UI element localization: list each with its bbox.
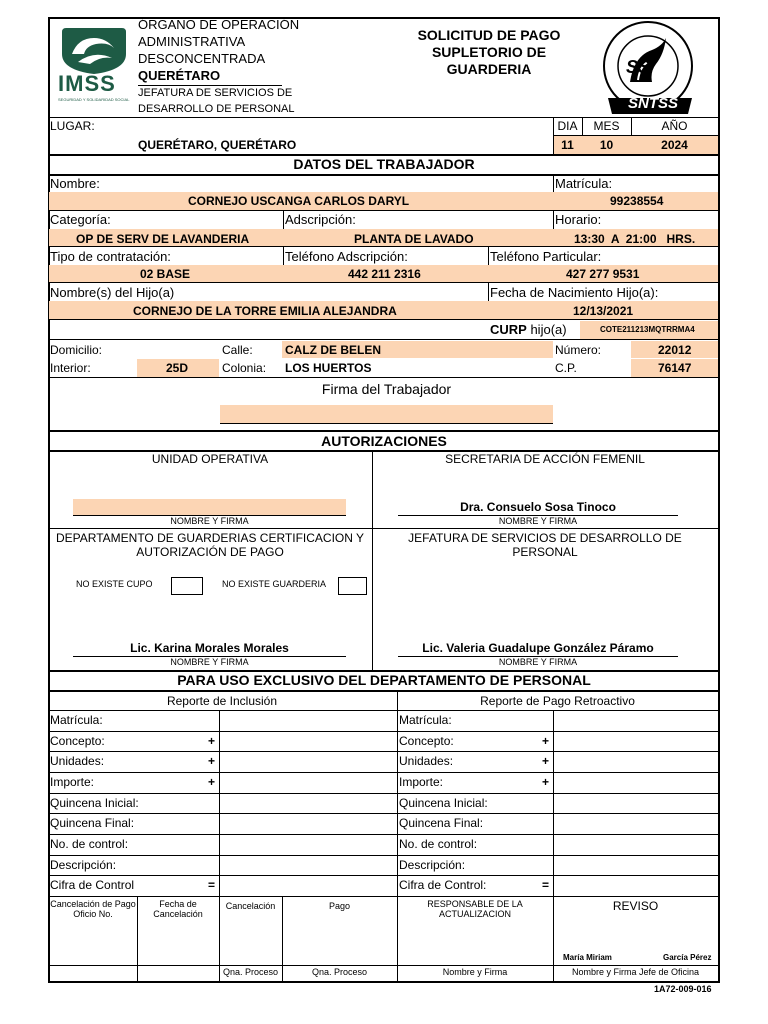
no-existe-guarderia-label: NO EXISTE GUARDERIA	[222, 579, 327, 589]
imss-logo-subtext: SEGURIDAD Y SOLIDARIDAD SOCIAL	[58, 97, 130, 102]
unidad-operativa-firma-field[interactable]	[73, 499, 346, 515]
inclusion-row-label: Importe:	[50, 775, 95, 789]
sntss-seal-text: SNTSS	[628, 95, 679, 112]
inclusion-row-value[interactable]	[220, 711, 396, 731]
qna-proceso-pago: Qna. Proceso	[311, 967, 368, 977]
cp-value[interactable]: 76147	[658, 361, 692, 375]
nombre-value[interactable]: CORNEJO USCANGA CARLOS DARYL	[188, 194, 410, 208]
unidad-operativa-label: UNIDAD OPERATIVA	[151, 452, 269, 466]
inclusion-row-value[interactable]	[220, 752, 396, 772]
org-line-3: DESCONCENTRADA	[138, 51, 266, 66]
retroactivo-row-label: Matrícula:	[399, 713, 452, 727]
colonia-label: Colonia:	[222, 361, 267, 375]
depto-guarderias-name: Lic. Karina Morales Morales	[130, 641, 289, 655]
inclusion-row-label: Matrícula:	[50, 713, 103, 727]
mes-label: MES	[593, 119, 620, 133]
reviso-first-name: María Miriam	[563, 953, 612, 962]
inclusion-row-label: Concepto:	[50, 734, 105, 748]
inclusion-row-value[interactable]	[220, 794, 396, 813]
imss-logo-text: IMSS	[58, 71, 116, 96]
personal-title: PARA USO EXCLUSIVO DEL DEPARTAMENTO DE PERSONAL	[177, 672, 591, 688]
autorizaciones-title: AUTORIZACIONES	[321, 433, 447, 449]
matricula-label: Matrícula:	[555, 176, 613, 191]
form-title-line-2: SUPLETORIO DE	[431, 44, 547, 60]
inclusion-row-label: Cifra de Control	[50, 878, 135, 892]
curp-label: CURP hijo(a)	[490, 322, 567, 337]
retroactivo-row-label: Quincena Final:	[399, 816, 484, 830]
form-code: 1A72-009-016	[654, 984, 712, 994]
mes-value[interactable]: 10	[599, 138, 614, 152]
depto-guarderias-label-1: DEPARTAMENTO DE GUARDERIAS CERTIFICACION Y	[55, 531, 365, 545]
plus-sign: +	[542, 734, 550, 748]
tipo-contratacion-value[interactable]: 02 BASE	[140, 267, 191, 281]
telefono-adscripcion-value[interactable]: 442 211 2316	[348, 267, 421, 281]
hijo-label: Nombre(s) del Hijo(a)	[50, 285, 175, 300]
inclusion-row-label: Quincena Inicial:	[50, 796, 139, 810]
lugar-value[interactable]: QUERÉTARO, QUERÉTARO	[138, 138, 297, 152]
retroactivo-row-label: Importe:	[399, 775, 444, 789]
responsable-nombre-firma: Nombre y Firma	[442, 967, 508, 977]
inclusion-row-label: Quincena Final:	[50, 816, 135, 830]
depto-guarderias-nombre-firma: NOMBRE Y FIRMA	[170, 657, 249, 667]
fecha-nacimiento-label: Fecha de Nacimiento Hijo(a):	[490, 285, 659, 300]
dia-label: DIA	[557, 119, 578, 133]
secretaria-label: SECRETARIA DE ACCIÓN FEMENIL	[445, 452, 645, 466]
plus-sign: +	[208, 734, 216, 748]
inclusion-row-label: Descripción:	[50, 858, 117, 872]
retroactivo-row-value[interactable]	[554, 732, 718, 751]
retroactivo-row-value[interactable]	[554, 835, 718, 855]
hijo-value[interactable]: CORNEJO DE LA TORRE EMILIA ALEJANDRA	[133, 304, 397, 318]
domicilio-label: Domicilio:	[50, 343, 103, 357]
fecha-nacimiento-value[interactable]: 12/13/2021	[573, 304, 634, 318]
qna-proceso-cancelacion: Qna. Proceso	[222, 967, 279, 977]
curp-value[interactable]: COTE211213MQTRRMA4	[600, 325, 695, 334]
inclusion-row-label: Unidades:	[50, 754, 105, 768]
retroactivo-row-value[interactable]	[554, 773, 718, 793]
depto-guarderias-label-2: AUTORIZACIÓN DE PAGO	[136, 545, 284, 559]
retroactivo-row-label: Concepto:	[399, 734, 454, 748]
retroactivo-row-label: Quincena Inicial:	[399, 796, 488, 810]
pago-label: Pago	[328, 901, 351, 911]
tipo-contratacion-label: Tipo de contratación:	[50, 249, 171, 264]
plus-sign: +	[208, 775, 216, 789]
form-title-line-3: GUARDERIA	[446, 61, 532, 77]
telefono-particular-value[interactable]: 427 277 9531	[566, 267, 640, 281]
responsable-label: RESPONSABLE DE LA ACTUALIZACION	[427, 899, 523, 919]
fecha-cancelacion-label: Fecha de Cancelación	[153, 899, 203, 919]
inclusion-row-value[interactable]	[220, 856, 396, 875]
retroactivo-row-value[interactable]	[554, 752, 718, 772]
jefatura-nombre-firma: NOMBRE Y FIRMA	[498, 657, 578, 667]
reviso-last-name: García Pérez	[663, 953, 712, 962]
anio-value[interactable]: 2024	[661, 138, 688, 152]
calle-value[interactable]: CALZ DE BELEN	[285, 343, 381, 357]
jefatura-label-2: PERSONAL	[512, 545, 578, 559]
retroactivo-row-value[interactable]	[554, 856, 718, 875]
dia-value[interactable]: 11	[561, 138, 574, 152]
inclusion-row-value[interactable]	[220, 835, 396, 855]
numero-value[interactable]: 22012	[658, 343, 692, 357]
secretaria-name: Dra. Consuelo Sosa Tinoco	[460, 500, 616, 514]
retroactivo-row-value[interactable]	[554, 814, 718, 834]
datos-trabajador-title: DATOS DEL TRABAJADOR	[293, 156, 475, 172]
categoria-value[interactable]: OP DE SERV DE LAVANDERIA	[76, 232, 250, 246]
cp-label: C.P.	[555, 361, 577, 375]
no-existe-guarderia-checkbox[interactable]	[338, 577, 367, 595]
plus-sign: +	[542, 775, 550, 789]
inclusion-row-value[interactable]	[220, 876, 396, 896]
plus-sign: +	[542, 754, 550, 768]
jefatura-name: Lic. Valeria Guadalupe González Páramo	[422, 641, 654, 655]
telefono-adscripcion-label: Teléfono Adscripción:	[285, 249, 408, 264]
no-existe-cupo-label: NO EXISTE CUPO	[76, 579, 153, 589]
equals-sign: =	[542, 878, 550, 892]
sntss-seal-letters: SS	[626, 57, 651, 77]
unidad-operativa-nombre-firma: NOMBRE Y FIRMA	[170, 516, 249, 526]
plus-sign: +	[208, 754, 216, 768]
anio-label: AÑO	[661, 119, 688, 133]
org-state: QUERÉTARO	[138, 68, 221, 83]
firma-trabajador-label: Firma del Trabajador	[321, 381, 452, 397]
calle-label: Calle:	[222, 343, 253, 357]
org-line-1: ÓRGANO DE OPERACIÓN	[138, 17, 300, 32]
colonia-value[interactable]: LOS HUERTOS	[285, 361, 372, 375]
retroactivo-row-value[interactable]	[554, 876, 718, 896]
reviso-label: REVISO	[612, 899, 659, 913]
secretaria-nombre-firma: NOMBRE Y FIRMA	[498, 516, 578, 526]
org-line-2: ADMINISTRATIVA	[138, 34, 246, 49]
reporte-inclusion-label: Reporte de Inclusión	[166, 694, 278, 708]
inclusion-row-value[interactable]	[220, 814, 396, 834]
org-dept-line-1: JEFATURA DE SERVICIOS DE	[138, 87, 293, 99]
retroactivo-row-label: Unidades:	[399, 754, 454, 768]
equals-sign: =	[208, 878, 216, 892]
org-dept-line-2: DESARROLLO DE PERSONAL	[138, 103, 295, 115]
horario-value[interactable]: 13:30 A 21:00 HRS.	[574, 232, 696, 246]
cancelacion-label: Cancelación	[225, 901, 276, 911]
retroactivo-row-label: Cifra de Control:	[399, 878, 487, 892]
adscripcion-label: Adscripción:	[285, 212, 356, 227]
inclusion-row-value[interactable]	[220, 732, 396, 751]
firma-trabajador-field[interactable]	[220, 405, 553, 423]
categoria-label: Categoría:	[50, 212, 111, 227]
interior-label: Interior:	[50, 361, 91, 375]
interior-value[interactable]: 25D	[166, 361, 189, 375]
jefatura-label-1: JEFATURA DE SERVICIOS DE DESARROLLO DE	[408, 531, 682, 545]
lugar-label: LUGAR:	[50, 119, 95, 133]
matricula-value[interactable]: 99238554	[610, 194, 664, 208]
retroactivo-row-value[interactable]	[554, 711, 718, 731]
inclusion-row-value[interactable]	[220, 773, 396, 793]
form-title-line-1: SOLICITUD DE PAGO	[417, 27, 561, 43]
reporte-retroactivo-label: Reporte de Pago Retroactivo	[480, 694, 635, 708]
inclusion-row-label: No. de control:	[50, 837, 129, 851]
retroactivo-row-label: No. de control:	[399, 837, 478, 851]
telefono-particular-label: Teléfono Particular:	[490, 249, 602, 264]
retroactivo-row-value[interactable]	[554, 794, 718, 813]
nombre-label: Nombre:	[50, 176, 100, 191]
reviso-nombre-firma: Nombre y Firma Jefe de Oficina	[571, 967, 700, 977]
horario-label: Horario:	[555, 212, 602, 227]
cancelacion-oficio-label: Cancelación de Pago Oficio No.	[50, 899, 136, 919]
adscripcion-value[interactable]: PLANTA DE LAVADO	[354, 232, 474, 246]
no-existe-cupo-checkbox[interactable]	[171, 577, 203, 595]
numero-label: Número:	[555, 343, 602, 357]
retroactivo-row-label: Descripción:	[399, 858, 466, 872]
